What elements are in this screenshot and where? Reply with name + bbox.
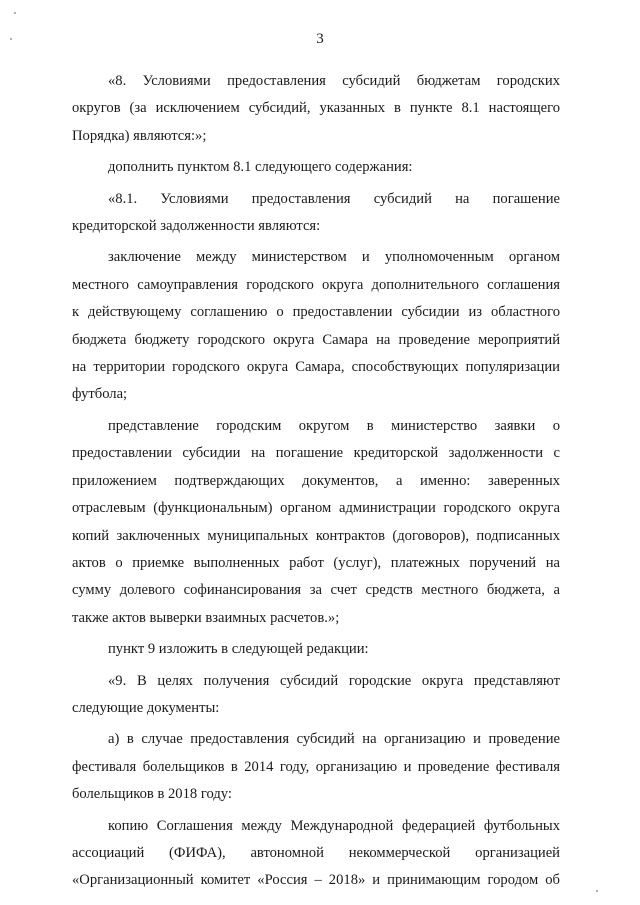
text-line: приложением подтверждающих документов, а именно: заверенных <box>72 472 560 489</box>
scan-speck <box>10 38 12 40</box>
page-number: 3 <box>316 31 324 47</box>
text-line: отраслевым (функциональным) органом администрации городского округа <box>72 500 560 517</box>
text-line: округов (за исключением субсидий, указанных в пункте 8.1 настоящего <box>72 100 560 117</box>
text-line: Порядка) являются:»; <box>72 127 207 144</box>
paragraph <box>72 68 560 150</box>
text-line: копию Соглашения между Международной федерацией футбольных <box>108 817 560 834</box>
text-line: предоставлении субсидии на погашение кредиторской задолженности с <box>72 445 560 462</box>
paragraph <box>72 154 560 181</box>
paragraph <box>72 668 560 723</box>
text-line: следующие документы: <box>72 699 220 716</box>
document-body <box>72 68 560 899</box>
scan-speck <box>14 12 16 14</box>
text-line: кредиторской задолженности являются: <box>72 218 321 235</box>
text-line: фестиваля болельщиков в 2014 году, организацию и проведение фестиваля <box>72 758 560 775</box>
text-line: бюджета бюджету городского округа Самара на проведение мероприятий <box>72 331 560 348</box>
text-line: «8. Условиями предоставления субсидий бюджетам городских <box>108 73 560 89</box>
paragraph <box>72 726 560 808</box>
text-line: сумму долевого софинансирования за счет средств местного бюджета, а <box>72 582 560 599</box>
text-line: также актов выверки взаимных расчетов.»; <box>72 609 340 626</box>
text-line: а) в случае предоставления субсидий на организацию и проведение <box>108 731 560 748</box>
text-line: копий заключенных муниципальных контрактов (договоров), подписанных <box>72 527 560 544</box>
paragraph <box>72 413 560 632</box>
scan-speck <box>596 890 598 892</box>
text-line: пункт 9 изложить в следующей редакции: <box>108 641 369 658</box>
text-line: «9. В целях получения субсидий городские округа представляют <box>108 672 560 689</box>
text-line: заключение между министерством и уполномоченным органом <box>108 249 560 266</box>
paragraph <box>72 244 560 408</box>
text-line: представление городским округом в министерство заявки о <box>108 417 560 434</box>
text-line: актов о приемке выполненных работ (услуг), платежных поручений на <box>72 554 560 571</box>
paragraph <box>72 186 560 241</box>
text-line: ассоциаций (ФИФА), автономной некоммерческой организацией <box>72 844 560 861</box>
text-line: местного самоуправления городского округа дополнительного соглашения <box>72 276 560 293</box>
text-line: к действующему соглашению о предоставлении субсидии из областного <box>72 304 560 321</box>
paragraph <box>72 813 560 895</box>
text-line: футбола; <box>72 386 128 403</box>
text-line: на территории городского округа Самара, способствующих популяризации <box>72 359 560 376</box>
text-line: «8.1. Условиями предоставления субсидий на погашение <box>108 190 560 207</box>
paragraph <box>72 636 560 663</box>
text-line: «Организационный комитет «Россия – 2018» и принимающим городом об <box>72 872 560 889</box>
text-line: дополнить пунктом 8.1 следующего содержания: <box>108 159 413 176</box>
text-line: болельщиков в 2018 году: <box>72 786 232 803</box>
